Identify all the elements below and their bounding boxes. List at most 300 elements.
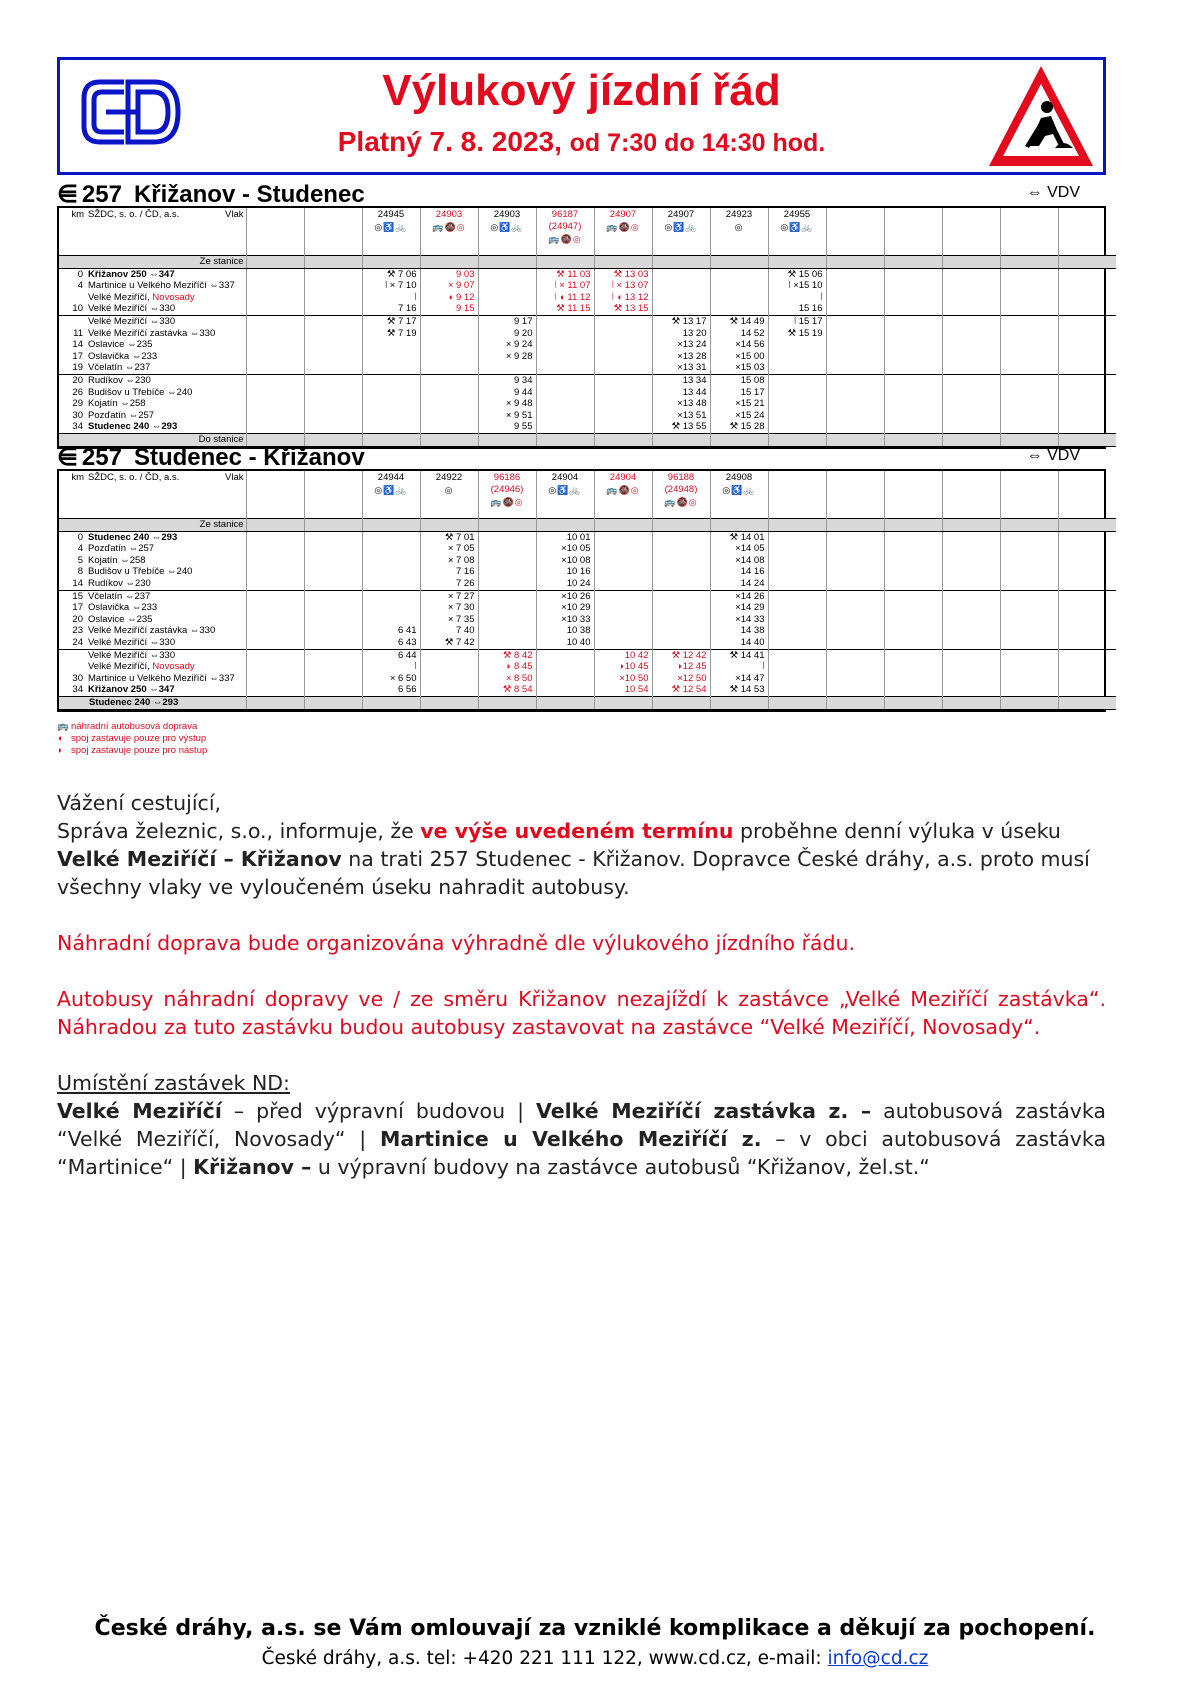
table-row [59, 421, 1116, 433]
time-cell [362, 421, 420, 433]
time-cell: × 9 28 [478, 351, 536, 363]
time-cell [768, 410, 826, 422]
time-cell: ⦚ × 11 07 [536, 280, 594, 292]
time-cell [478, 362, 536, 374]
time-cell: 15 08 [710, 374, 768, 386]
time-cell [478, 268, 536, 280]
km-cell: 20 [72, 613, 83, 625]
station-name: Budišov u Třebíče ⇔240 [88, 386, 193, 398]
time-cell [768, 590, 826, 602]
time-cell [768, 566, 826, 578]
time-cell: 10 42 [594, 649, 652, 661]
time-cell [768, 531, 826, 543]
time-cell [420, 421, 478, 433]
time-cell: ⚒ 14 53 [710, 684, 768, 696]
time-cell: ⦚ × 7 10 [362, 280, 420, 292]
time-cell [594, 555, 652, 567]
time-cell: ⚒ 13 03 [594, 268, 652, 280]
time-cell: ⦚ [768, 292, 826, 304]
time-cell [536, 387, 594, 399]
km-cell: 19 [72, 362, 83, 374]
notice-paragraph-2: Náhradní doprava bude organizována výhradně dle výlukového jízdního řádu. [57, 931, 856, 955]
time-cell: 15 16 [768, 303, 826, 315]
time-cell: ⚒ 8 54 [478, 684, 536, 696]
time-cell: ×13 31 [652, 362, 710, 374]
contact: České dráhy, a.s. tel: +420 221 111 122, www.cd.cz, e-mail: info@cd.cz [261, 1648, 929, 1669]
time-cell: ⚒ 14 01 [710, 531, 768, 543]
time-cell [420, 398, 478, 410]
time-cell [420, 410, 478, 422]
time-cell: 7 16 [362, 303, 420, 315]
time-cell: ×14 56 [710, 339, 768, 351]
time-cell [768, 555, 826, 567]
time-cell [652, 614, 710, 626]
station-name: Budišov u Třebíče ⇔240 [88, 566, 193, 578]
time-cell [536, 649, 594, 661]
km-header: km [71, 472, 84, 483]
train-number-cell: 96186 (24946) 🚌🚳◎ [478, 471, 536, 519]
station-name: Velké Meziříčí ⇔330 [86, 315, 246, 327]
time-cell [768, 421, 826, 433]
time-cell [710, 268, 768, 280]
to-station-row: Studenec 240 ⇔293 [59, 696, 1116, 709]
station-name: Studenec 240 ⇔293 [88, 421, 178, 433]
station-name: Martinice u Velkého Meziříčí ⇔337 [88, 672, 235, 684]
time-cell [594, 543, 652, 555]
time-cell [478, 578, 536, 590]
timetable-1-header [57, 180, 1106, 208]
vdv-label: ⇔ VDV [1026, 447, 1080, 464]
time-cell: ⚒ 7 06 [362, 268, 420, 280]
header-box [57, 57, 1106, 175]
km-cell: 30 [72, 409, 83, 421]
train-number-cell: 24904 ◎♿🚲 [536, 471, 594, 519]
station-name: Pozďatín ⇔257 [88, 409, 155, 421]
km-cell: 0 [77, 268, 83, 280]
time-cell [536, 661, 594, 673]
train-service-icons: 🚌🚳◎ [490, 497, 524, 507]
train-number-cell: 24903 🚌🚳◎ [420, 208, 478, 256]
time-cell: ⚒ 11 03 [536, 268, 594, 280]
time-cell: 9 44 [478, 387, 536, 399]
time-cell: ⚒ 7 01 [420, 531, 478, 543]
time-cell: × 8 50 [478, 673, 536, 685]
time-cell: ⚒ 15 28 [710, 421, 768, 433]
time-cell [594, 566, 652, 578]
time-cell: × 9 51 [478, 410, 536, 422]
station-name: Velké Meziříčí, Novosady [88, 661, 195, 673]
time-cell [768, 398, 826, 410]
train-number-cell: 24903 ◎♿🚲 [478, 208, 536, 256]
table-row [59, 374, 1116, 386]
km-cell: 17 [72, 602, 83, 614]
time-cell: ⚒ 12 54 [652, 684, 710, 696]
station-name: Včelatín ⇔237 [88, 362, 151, 374]
time-cell [478, 614, 536, 626]
timetable-2-header [57, 443, 1106, 471]
time-cell [594, 421, 652, 433]
time-cell [710, 292, 768, 304]
notice-paragraph-3: Autobusy náhradní dopravy ve / ze směru Křižanov nezajíždí k zastávce „Velké Meziříčí zastávka“. Náhradou za tuto zastávku budou autobusy zastavovat na zastávce “Velké Meziříčí, Novosady“. [57, 987, 1106, 1039]
table-row [59, 637, 1116, 649]
station-name: Velké Meziříčí, Novosady [88, 291, 195, 303]
km-cell: 26 [72, 386, 83, 398]
time-cell [420, 328, 478, 340]
time-cell: × 9 48 [478, 398, 536, 410]
table-row [59, 268, 1116, 280]
table-row [59, 673, 1116, 685]
table-row [59, 566, 1116, 578]
table-row [59, 578, 1116, 590]
time-cell: 14 40 [710, 637, 768, 649]
station-name: Oslavička ⇔233 [88, 602, 158, 614]
table-row [59, 602, 1116, 614]
time-cell: ×13 51 [652, 410, 710, 422]
time-cell: × 7 05 [420, 543, 478, 555]
time-cell: 6 44 [362, 649, 420, 661]
time-cell: ×14 08 [710, 555, 768, 567]
time-cell: × 7 08 [420, 555, 478, 567]
time-cell: ⦚ × 13 07 [594, 280, 652, 292]
train-number-cell: 24907 🚌🚳◎ [594, 208, 652, 256]
time-cell [536, 328, 594, 340]
time-cell [768, 684, 826, 696]
time-cell [652, 268, 710, 280]
train-header-row [59, 471, 1116, 519]
train-service-icons: ◎♿🚲 [664, 222, 698, 232]
time-cell [420, 684, 478, 696]
legend [57, 721, 207, 757]
time-cell [362, 543, 420, 555]
train-service-icons: ◎♿🚲 [374, 222, 408, 232]
time-cell: 13 44 [652, 387, 710, 399]
km-cell: 14 [72, 577, 83, 589]
time-cell [478, 602, 536, 614]
time-cell: 10 38 [536, 625, 594, 637]
time-cell [362, 374, 420, 386]
time-cell [420, 374, 478, 386]
time-cell: 10 01 [536, 531, 594, 543]
time-cell [768, 339, 826, 351]
time-cell: ×10 29 [536, 602, 594, 614]
time-cell [478, 531, 536, 543]
time-cell [768, 625, 826, 637]
time-cell: ×14 26 [710, 590, 768, 602]
time-cell [652, 625, 710, 637]
notice-paragraph-4: Umístění zastávek ND: Velké Meziříčí – před výpravní budovou | Velké Meziříčí zastávka z. – autobusová zastávka “Velké Meziříčí, Novosady“ | Martinice u Velkého Meziříčí z. – v obci autobusová zastávka “Martinice“ | Křižanov – u výpravní budovy na zastávce autobusů “Křižanov, žel.st.“ [57, 1071, 1107, 1179]
km-cell: 20 [59, 374, 86, 386]
time-cell: 14 24 [710, 578, 768, 590]
time-cell [478, 303, 536, 315]
time-cell [652, 590, 710, 602]
km-cell: 17 [72, 350, 83, 362]
station-name: Velké Meziříčí zastávka ⇔330 [88, 625, 216, 637]
time-cell: 14 52 [710, 328, 768, 340]
time-cell: ⚒ 7 42 [420, 637, 478, 649]
time-cell: ×15 00 [710, 351, 768, 363]
time-cell: ⚒ 14 41 [710, 649, 768, 661]
station-name: Oslavička ⇔233 [88, 350, 158, 362]
operator-header: SŽDC, s. o. / ČD, a.s. Vlak [88, 209, 244, 220]
apology: České dráhy, a.s. se Vám omlouvají za vzniklé komplikace a děkují za pochopení. [94, 1616, 1096, 1641]
table-row [59, 590, 1116, 602]
time-cell [362, 555, 420, 567]
time-cell [652, 637, 710, 649]
table-row [59, 315, 1116, 327]
time-cell: 7 40 [420, 625, 478, 637]
time-cell: 7 16 [420, 566, 478, 578]
time-cell [362, 387, 420, 399]
time-cell: ◗12 45 [652, 661, 710, 673]
train-number-cell: 24908 ◎♿🚲 [710, 471, 768, 519]
station-name: Rudíkov ⇔230 [86, 374, 246, 386]
time-cell [652, 280, 710, 292]
km-cell: 34 [72, 421, 83, 433]
time-cell: ⦚ ◖ 11 12 [536, 292, 594, 304]
table-row [59, 362, 1116, 374]
station-name: Studenec 240 ⇔293 [88, 531, 178, 543]
time-cell: 10 16 [536, 566, 594, 578]
station-name: Martinice u Velkého Meziříčí ⇔337 [88, 280, 235, 292]
time-cell [594, 637, 652, 649]
time-cell: ×10 26 [536, 590, 594, 602]
time-cell: ⚒ 13 15 [594, 303, 652, 315]
table-row [59, 625, 1116, 637]
km-cell: 34 [72, 684, 83, 696]
km-cell [59, 315, 86, 327]
time-cell [768, 602, 826, 614]
km-cell: 30 [72, 672, 83, 684]
time-cell: 9 55 [478, 421, 536, 433]
timetable-1 [57, 206, 1106, 449]
time-cell: × 7 35 [420, 614, 478, 626]
train-number-cell [768, 471, 826, 519]
time-cell: ×10 33 [536, 614, 594, 626]
notice-text [57, 789, 1106, 1209]
time-cell: 10 24 [536, 578, 594, 590]
station-name: Velké Meziříčí ⇔330 [86, 649, 246, 661]
time-cell [362, 351, 420, 363]
time-cell [594, 362, 652, 374]
time-cell [594, 387, 652, 399]
table-row [59, 543, 1116, 555]
time-cell [710, 303, 768, 315]
time-cell: ×15 03 [710, 362, 768, 374]
table-row [59, 555, 1116, 567]
time-cell: × 9 07 [420, 280, 478, 292]
km-cell: 5 [77, 554, 83, 566]
train-service-icons: 🚌🚳◎ [606, 222, 640, 232]
table-row [59, 531, 1116, 543]
time-cell: ⚒ 7 19 [362, 328, 420, 340]
time-cell [768, 351, 826, 363]
station-name: Oslavice ⇔235 [88, 613, 153, 625]
time-cell [478, 625, 536, 637]
time-cell [536, 362, 594, 374]
time-cell [768, 543, 826, 555]
notice-paragraph-1: Vážení cestující, Správa železnic, s.o., informuje, že ve výše uvedeném termínu proběhne denní výluka v úseku Velké Meziříčí – Křižanov na trati 257 Studenec - Křižanov. Dopravce České dráhy, a.s. proto musí všechny vlaky ve vyloučeném úseku nahradit autobusy. [57, 791, 1090, 899]
time-cell [710, 280, 768, 292]
time-cell [478, 590, 536, 602]
time-cell: ⚒ 12 42 [652, 649, 710, 661]
km-cell: 4 [77, 280, 83, 292]
time-cell: ⦚ ×15 10 [768, 280, 826, 292]
time-cell: ⚒ 8 42 [478, 649, 536, 661]
time-cell [652, 566, 710, 578]
time-cell: × 7 27 [420, 590, 478, 602]
vdv-label: ⇔ VDV [1026, 184, 1080, 201]
time-cell: ×15 21 [710, 398, 768, 410]
stops-title: Umístění zastávek ND: [57, 1071, 290, 1095]
time-cell [594, 351, 652, 363]
train-service-icons: 🚌🚳◎ [432, 222, 466, 232]
train-number-cell: 24904 🚌🚳◎ [594, 471, 652, 519]
from-station-row: Ze stanice [59, 519, 1116, 532]
time-cell: ⦚ [710, 661, 768, 673]
time-cell [652, 602, 710, 614]
time-cell [652, 578, 710, 590]
time-cell [594, 374, 652, 386]
time-cell [536, 410, 594, 422]
time-cell: ×14 47 [710, 673, 768, 685]
time-cell: 10 54 [594, 684, 652, 696]
time-cell: ⚒ 11 15 [536, 303, 594, 315]
train-direction-icon: ⋹ [57, 444, 78, 471]
time-cell [420, 362, 478, 374]
from-station-row: Ze stanice [59, 256, 1116, 269]
time-cell: ×10 05 [536, 543, 594, 555]
page-title: Výlukový jízdní řád [382, 66, 781, 115]
time-cell [768, 614, 826, 626]
km-cell: 11 [73, 327, 83, 339]
time-cell [594, 328, 652, 340]
legend-item: ◖ spoj zastavuje pouze pro výstup [57, 733, 207, 744]
time-cell [536, 351, 594, 363]
km-cell [59, 649, 86, 661]
time-cell [536, 684, 594, 696]
time-cell [594, 398, 652, 410]
time-cell: 15 17 [710, 387, 768, 399]
time-cell [594, 339, 652, 351]
time-cell [478, 280, 536, 292]
time-cell [652, 531, 710, 543]
time-cell [420, 339, 478, 351]
table-row [59, 328, 1116, 340]
km-cell: 0 [77, 531, 83, 543]
validity [60, 126, 1103, 158]
table-row [59, 387, 1116, 399]
time-cell [420, 661, 478, 673]
roadwork-warning-icon [985, 62, 1097, 172]
station-name: Velké Meziříčí ⇔330 [88, 303, 176, 315]
time-cell [768, 649, 826, 661]
time-cell [594, 625, 652, 637]
train-service-icons: ◎♿🚲 [548, 485, 582, 495]
time-cell [420, 315, 478, 327]
time-cell: 14 16 [710, 566, 768, 578]
time-cell [652, 555, 710, 567]
time-cell: ×15 24 [710, 410, 768, 422]
time-cell [362, 578, 420, 590]
time-cell: ×13 48 [652, 398, 710, 410]
email-link[interactable]: info@cd.cz [827, 1648, 929, 1669]
km-header: km [71, 209, 84, 220]
time-cell: ⚒ 15 19 [768, 328, 826, 340]
km-cell: 29 [72, 398, 83, 410]
time-cell [420, 387, 478, 399]
km-cell: 23 [72, 625, 83, 637]
time-cell: ×12 50 [652, 673, 710, 685]
time-cell [594, 578, 652, 590]
time-cell: ×14 05 [710, 543, 768, 555]
time-cell: 13 20 [652, 328, 710, 340]
time-cell: ×14 29 [710, 602, 768, 614]
time-cell [594, 602, 652, 614]
station-name: Kojatín ⇔258 [88, 398, 146, 410]
time-cell: 6 43 [362, 637, 420, 649]
station-name: Křižanov 250 ⇔347 [88, 684, 175, 696]
legend-item: 🚌 náhradní autobusová doprava [57, 721, 198, 732]
time-cell: 9 20 [478, 328, 536, 340]
time-cell [362, 410, 420, 422]
station-name: Kojatín ⇔258 [88, 554, 146, 566]
time-cell: ×14 33 [710, 614, 768, 626]
time-cell [536, 339, 594, 351]
time-cell: 10 40 [536, 637, 594, 649]
time-cell [594, 410, 652, 422]
time-cell [478, 566, 536, 578]
time-cell [768, 673, 826, 685]
km-cell: 8 [77, 566, 83, 578]
time-cell: ⚒ 15 06 [768, 268, 826, 280]
time-cell [362, 566, 420, 578]
station-name: Rudíkov ⇔230 [88, 577, 151, 589]
time-cell: ×13 24 [652, 339, 710, 351]
station-name: Oslavice ⇔235 [88, 339, 153, 351]
table-row [59, 684, 1116, 696]
time-cell: ⦚ [362, 292, 420, 304]
train-number-cell: 96188 (24948) 🚌🚳◎ [652, 471, 710, 519]
train-service-icons: 🚌🚳◎ [548, 234, 582, 244]
time-cell [478, 292, 536, 304]
time-cell: 13 34 [652, 374, 710, 386]
time-cell: ◗10 45 [594, 661, 652, 673]
km-cell: 15 [59, 590, 86, 602]
train-number-cell: 96187 (24947) 🚌🚳◎ [536, 208, 594, 256]
km-cell: 4 [77, 543, 83, 555]
time-cell: × 9 24 [478, 339, 536, 351]
time-cell [478, 637, 536, 649]
time-cell: 9 15 [420, 303, 478, 315]
train-service-icons: 🚌🚳◎ [606, 485, 640, 495]
time-cell: ⚒ 14 49 [710, 315, 768, 327]
station-name: Křižanov 250 ⇔347 [88, 268, 175, 280]
time-cell [362, 614, 420, 626]
km-cell [59, 292, 86, 304]
table-row [59, 410, 1116, 422]
time-cell: 6 41 [362, 625, 420, 637]
time-cell [594, 590, 652, 602]
km-cell: 10 [72, 303, 83, 315]
train-number-cell: 24944 ◎♿🚲 [362, 471, 420, 519]
time-cell [652, 292, 710, 304]
km-cell [59, 661, 86, 673]
time-cell [768, 578, 826, 590]
time-cell [594, 614, 652, 626]
time-cell: ×10 50 [594, 673, 652, 685]
time-cell [768, 362, 826, 374]
station-name: Včelatín ⇔237 [86, 590, 246, 602]
